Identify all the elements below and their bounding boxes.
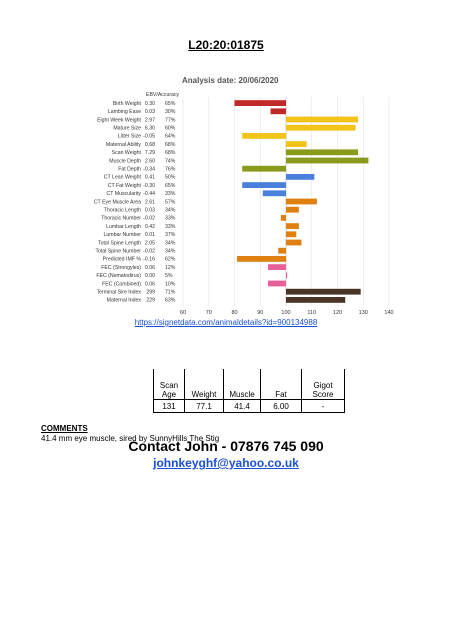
bar-lumbar-length	[286, 223, 299, 229]
muscle-value: 41.4	[224, 400, 261, 413]
bar-fec-strongyles-	[268, 264, 286, 270]
row-accuracy: 33%	[165, 223, 176, 230]
row-accuracy: 62%	[165, 256, 176, 263]
analysis-date: Analysis date: 20/06/2020	[182, 76, 279, 85]
x-tick-label-140: 140	[384, 310, 394, 316]
bar-muscle-depth	[286, 158, 368, 164]
row-accuracy: 68%	[165, 141, 176, 148]
row-ebv: 6.30	[144, 125, 155, 132]
row-ebv: 0.01	[144, 232, 155, 239]
row-ebv: 0.00	[144, 273, 155, 280]
row-accuracy: 65%	[165, 182, 176, 189]
bar-ct-muscularity	[263, 190, 286, 196]
bar-maternal-index	[286, 297, 345, 303]
row-label: FEC (Strongyles)	[101, 264, 141, 271]
bar-thoracic-number	[281, 215, 286, 221]
row-ebv: 0.41	[144, 174, 155, 181]
bar-eight-week-weight	[286, 117, 358, 123]
row-label: Maternal Ability	[105, 141, 141, 148]
row-ebv: 229	[146, 297, 155, 304]
row-label: Thoracic Number	[101, 215, 141, 222]
row-label: Litter Size	[117, 133, 141, 140]
bar-total-spine-length	[286, 240, 301, 246]
row-label: CT Lean Weight	[103, 174, 141, 181]
row-accuracy: 34%	[165, 207, 176, 214]
bar-fec-nematodirus-	[286, 272, 287, 278]
x-tick-label-130: 130	[358, 310, 368, 316]
x-tick-label-90: 90	[257, 310, 264, 316]
row-accuracy: 12%	[165, 264, 176, 271]
row-ebv: 2.05	[144, 240, 155, 247]
row-accuracy: 37%	[165, 232, 176, 239]
row-ebv: 2.60	[144, 158, 155, 165]
animal-details-link[interactable]: https://signetdata.com/animaldetails?id=900134988	[134, 318, 318, 327]
fat-value: 6.00	[261, 400, 302, 413]
row-label: Muscle Depth	[109, 158, 141, 165]
scan-age-header: Scan Age	[154, 369, 185, 400]
bar-predicted-imf-	[237, 256, 286, 262]
row-accuracy: 68%	[165, 150, 176, 157]
bar-ct-eye-muscle-area	[286, 199, 317, 205]
row-ebv: -0.05	[143, 133, 155, 140]
row-accuracy: 33%	[165, 191, 176, 198]
row-ebv: -0.44	[143, 191, 155, 198]
row-ebv: 2.61	[144, 199, 155, 206]
row-accuracy: 5%	[165, 273, 173, 280]
row-ebv: -0.34	[143, 166, 155, 173]
row-label: Eight Week Weight	[97, 117, 141, 124]
row-label: CT Fat Weight	[107, 182, 141, 189]
bar-scan-weight	[286, 149, 358, 155]
row-label: Fat Depth	[118, 166, 141, 173]
row-label: Total Spine Length	[98, 240, 141, 247]
row-ebv: 0.06	[144, 281, 155, 288]
row-ebv: -0.30	[143, 182, 155, 189]
weight-header: Weight	[185, 369, 224, 400]
bar-ct-lean-weight	[286, 174, 314, 180]
bar-lumbar-number	[286, 231, 296, 237]
row-label: Lumbar Number	[103, 232, 141, 239]
row-accuracy: 65%	[165, 100, 176, 107]
comments-text: 41.4 mm eye muscle, sired by SunnyHills The Stig	[41, 434, 220, 443]
row-accuracy: 30%	[165, 109, 176, 116]
x-tick-label-110: 110	[307, 310, 317, 316]
row-label: Mature Size	[113, 125, 141, 132]
bar-litter-size	[242, 133, 286, 139]
row-label: Lambing Ease	[107, 109, 141, 116]
row-ebv: 299	[146, 289, 155, 296]
row-accuracy: 76%	[165, 166, 176, 173]
row-accuracy: 34%	[165, 240, 176, 247]
bar-lambing-ease	[271, 108, 286, 114]
ebv-accuracy-header: EBV/Accuracy	[146, 92, 180, 98]
scan-table	[153, 369, 345, 413]
bar-fat-depth	[242, 166, 286, 172]
row-accuracy: 77%	[165, 117, 176, 124]
x-tick-label-60: 60	[179, 310, 187, 316]
contact-email[interactable]: johnkeyghf@yahoo.co.uk	[153, 456, 299, 470]
row-accuracy: 74%	[165, 158, 176, 165]
row-label: Scan Weight	[111, 150, 141, 157]
row-accuracy: 63%	[165, 297, 176, 304]
x-tick-label-100: 100	[281, 310, 291, 316]
row-label: Terminal Sire Index	[96, 289, 141, 296]
row-accuracy: 71%	[165, 289, 176, 296]
row-accuracy: 60%	[165, 125, 176, 132]
row-accuracy: 10%	[165, 281, 176, 288]
contact-line: Contact John - 07876 745 090	[128, 438, 324, 454]
scan-age-value: 131	[154, 400, 185, 413]
bar-terminal-sire-index	[286, 289, 361, 295]
row-ebv: -0.02	[143, 248, 155, 255]
row-accuracy: 34%	[165, 248, 176, 255]
x-tick-label-80: 80	[231, 310, 238, 316]
comments-heading: COMMENTS	[41, 424, 88, 433]
row-label: Predicted IMF %	[102, 256, 141, 263]
row-label: Birth Weight	[112, 100, 141, 107]
x-tick-label-70: 70	[205, 310, 212, 316]
row-accuracy: 33%	[165, 215, 176, 222]
bar-thoracic-length	[286, 207, 299, 213]
row-accuracy: 64%	[165, 133, 176, 140]
bar-maternal-ability	[286, 141, 307, 147]
animal-id-title: L20:20:01875	[188, 38, 264, 52]
muscle-header: Muscle	[224, 369, 261, 400]
bar-total-spine-number	[278, 248, 286, 254]
row-ebv: -0.16	[143, 256, 155, 263]
row-ebv: 0.68	[144, 141, 155, 148]
row-label: CT Muscularity	[106, 191, 141, 198]
row-accuracy: 57%	[165, 199, 176, 206]
row-label: Total Spine Number	[95, 248, 141, 255]
row-label: FEC (Nematodirus)	[96, 273, 141, 280]
x-tick-label-120: 120	[332, 310, 343, 316]
row-label: Lumbar Length	[106, 223, 141, 230]
row-accuracy: 50%	[165, 174, 176, 181]
gigot-score-header: Gigot Score	[302, 369, 345, 400]
weight-value: 77.1	[185, 400, 224, 413]
row-label: FEC (Combined)	[102, 281, 141, 288]
ebv-chart	[0, 0, 452, 316]
row-label: Thoracic Length	[103, 207, 141, 214]
row-ebv: 0.03	[144, 109, 155, 116]
bar-mature-size	[286, 125, 356, 131]
row-ebv: 0.42	[144, 223, 155, 230]
row-ebv: 0.03	[144, 207, 155, 214]
row-label: CT Eye Muscle Area	[93, 199, 141, 206]
row-ebv: 0.06	[144, 264, 155, 271]
row-ebv: 7.29	[144, 150, 155, 157]
gigot-score-value: -	[302, 400, 345, 413]
row-ebv: 2.97	[144, 117, 155, 124]
row-label: Maternal Index	[106, 297, 141, 304]
bar-birth-weight	[235, 100, 287, 106]
fat-header: Fat	[261, 369, 302, 400]
bar-fec-combined-	[268, 281, 286, 287]
bar-ct-fat-weight	[242, 182, 286, 188]
row-ebv: 0.30	[144, 100, 155, 107]
row-ebv: -0.02	[143, 215, 155, 222]
